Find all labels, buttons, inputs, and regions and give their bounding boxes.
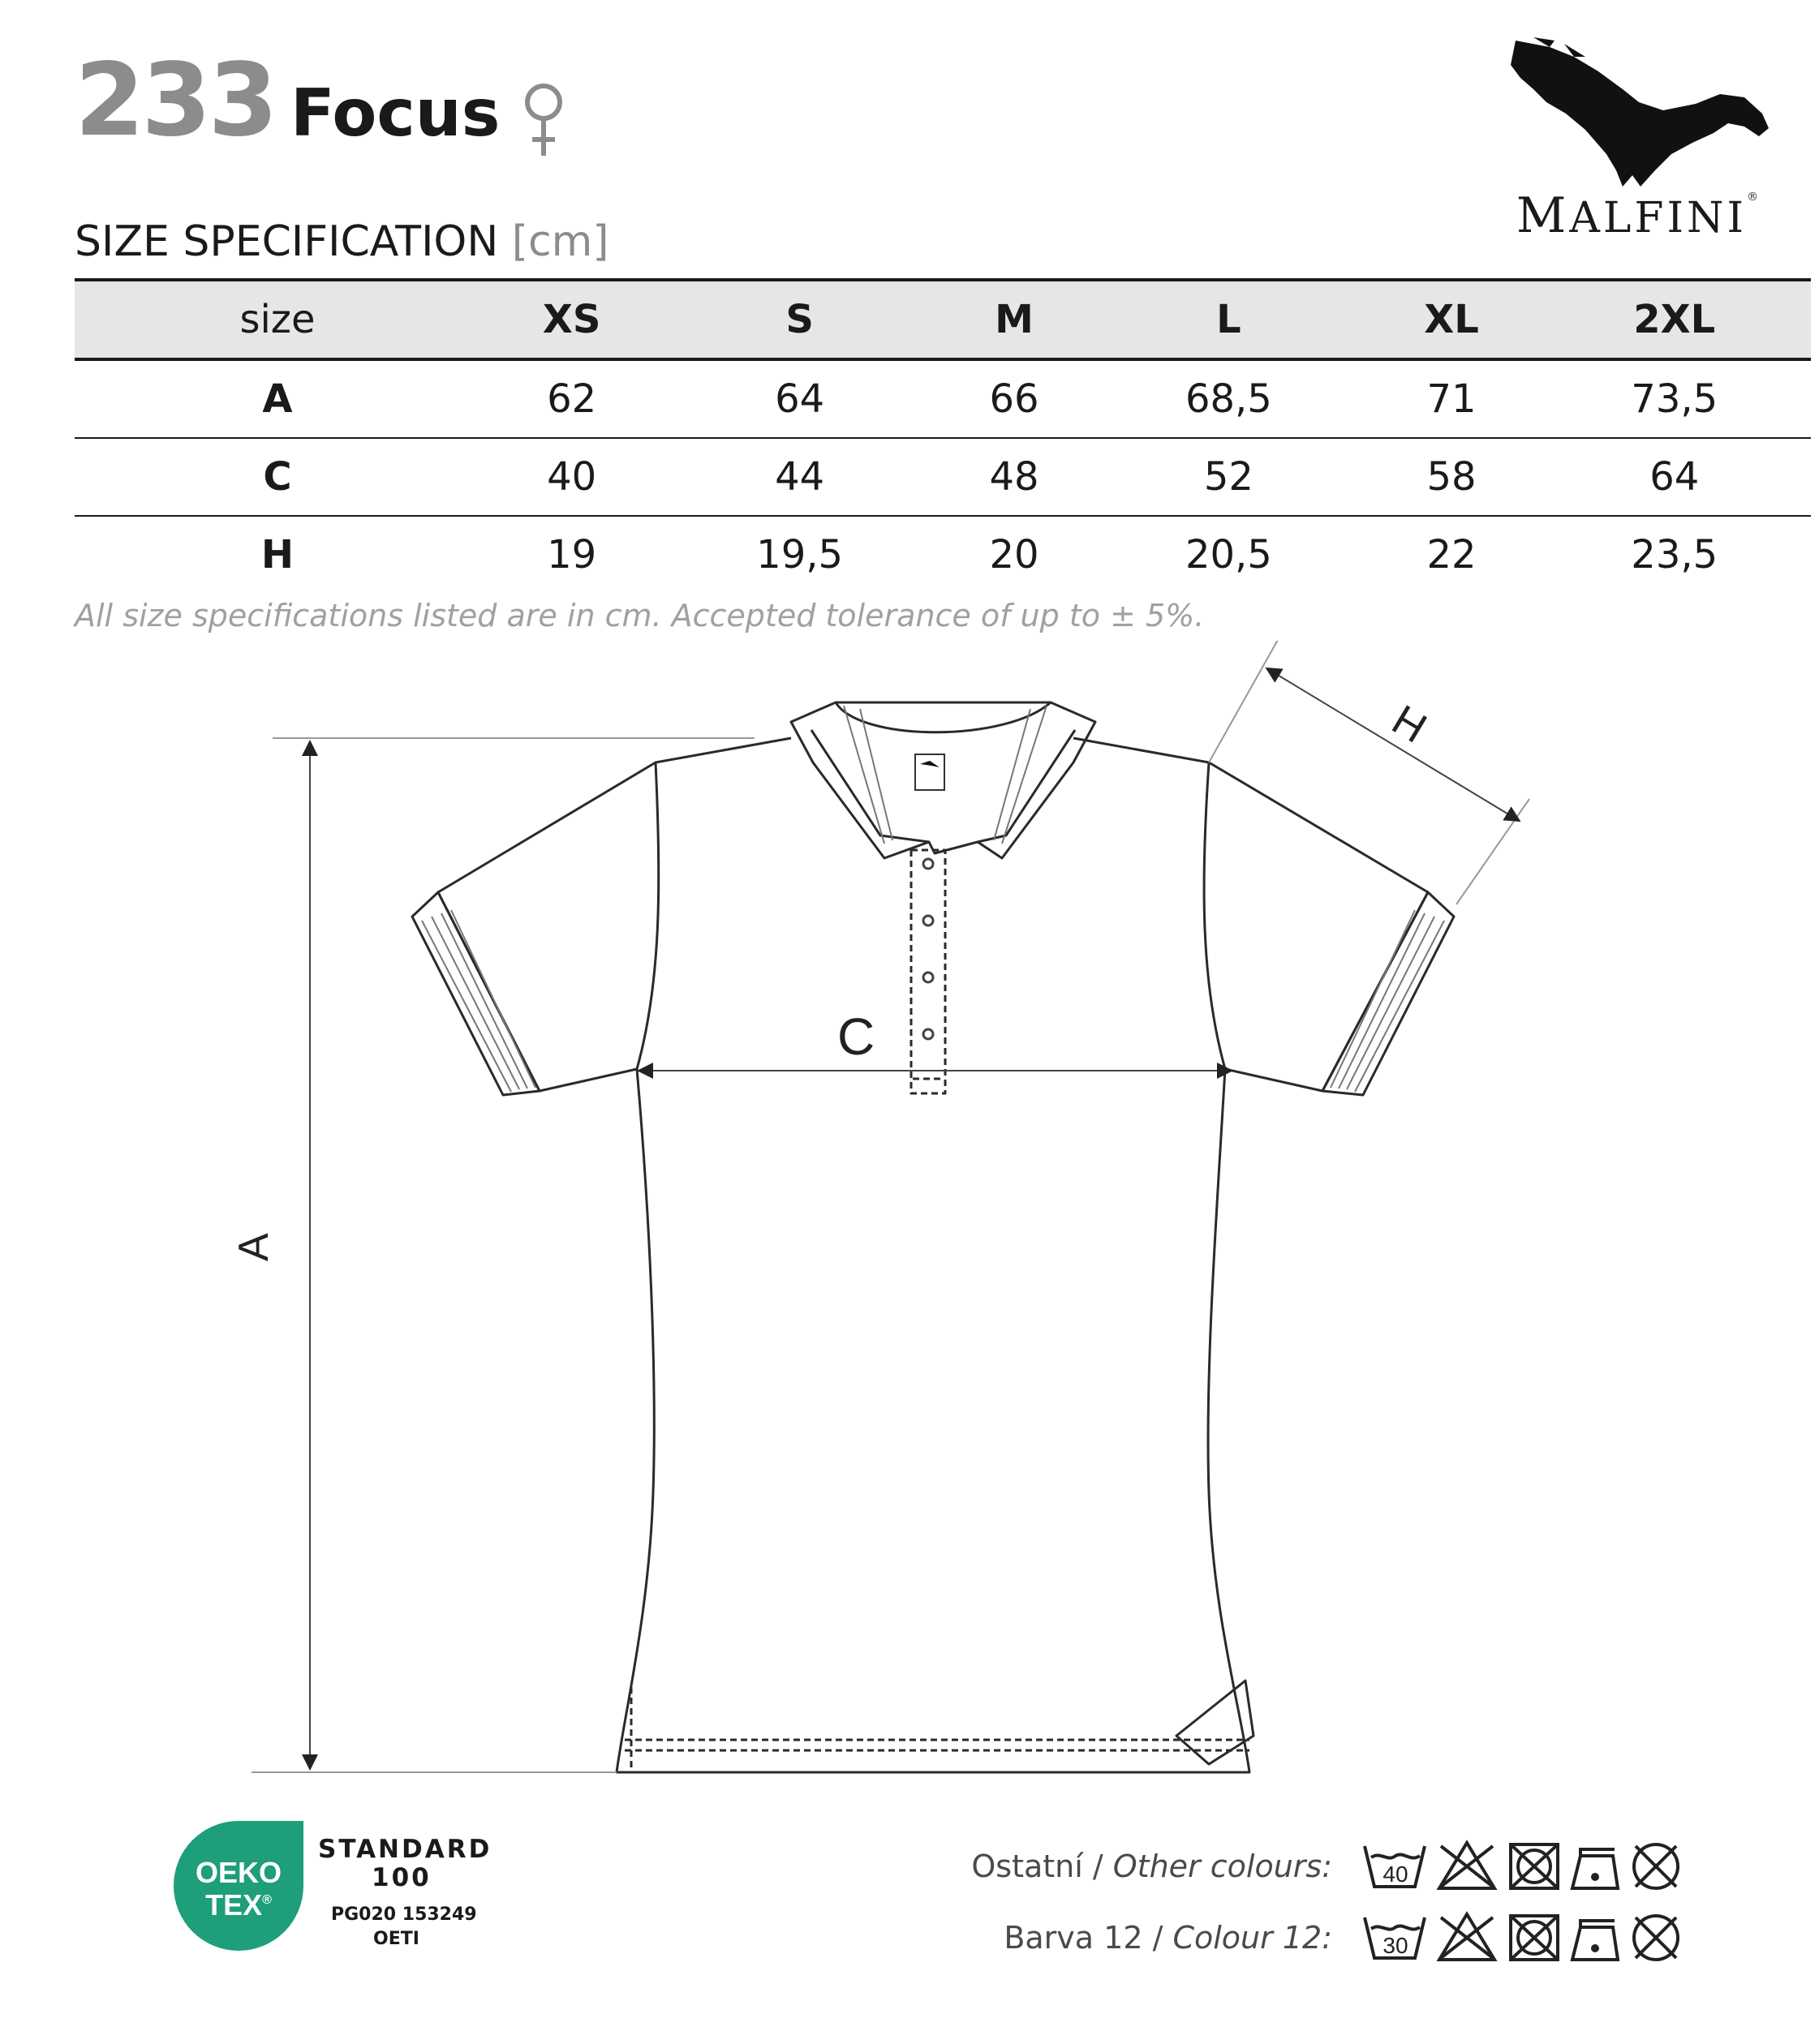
eagle-logo-icon (1501, 32, 1777, 195)
no-bleach-icon (1439, 1843, 1494, 1888)
oeko-number: 100 (372, 1863, 432, 1892)
size-header-cell: XS (542, 297, 601, 342)
tolerance-note: All size specifications listed are in cm. Accepted tolerance of up to ± 5%. (75, 598, 1205, 633)
button (923, 1029, 933, 1039)
table-cell: 20 (989, 532, 1039, 578)
table-cell: 19,5 (756, 532, 844, 578)
table-cell: 73,5 (1631, 376, 1718, 422)
svg-text:OEKO: OEKO (195, 1856, 282, 1889)
female-icon (519, 81, 568, 159)
measure-label-c: C (837, 1007, 875, 1066)
iron-icon (1572, 1921, 1618, 1960)
care-label-other: Ostatní / Other colours: (971, 1849, 1332, 1884)
iron-icon (1572, 1849, 1618, 1888)
size-header-cell: 2XL (1633, 297, 1716, 342)
button (923, 859, 933, 869)
table-cell: 44 (775, 454, 825, 500)
table-row (75, 438, 1811, 516)
table-cell: 58 (1426, 454, 1477, 500)
table-cell: 66 (989, 376, 1039, 422)
table-cell: 52 (1203, 454, 1254, 500)
row-label: C (263, 454, 292, 500)
size-header-label: size (239, 297, 316, 342)
measure-label-a: A (230, 1233, 277, 1261)
svg-text:40: 40 (1383, 1862, 1408, 1887)
table-cell: 48 (989, 454, 1039, 500)
table-cell: 62 (547, 376, 597, 422)
oeko-tex-badge (174, 1821, 303, 1951)
spec-title-text: SIZE SPECIFICATION (75, 217, 499, 266)
size-table (75, 278, 1811, 593)
polo-shirt-diagram (0, 641, 1819, 1809)
table-cell: 23,5 (1631, 532, 1718, 578)
table-cell: 40 (547, 454, 597, 500)
measure-label-h: H (1383, 696, 1434, 753)
table-row (75, 359, 1811, 438)
brand-name: MALFINI® (1516, 187, 1762, 244)
row-label: A (262, 376, 293, 422)
svg-text:TEX®: TEX® (205, 1888, 272, 1922)
no-bleach-icon (1439, 1914, 1494, 1960)
care-icons-other (1360, 1838, 1725, 1895)
table-cell: 19 (547, 532, 597, 578)
care-label-colour12: Barva 12 / Colour 12: (1004, 1920, 1332, 1956)
button (923, 973, 933, 982)
oeko-code: PG020 153249 (331, 1904, 477, 1925)
product-name: Focus (290, 75, 501, 151)
size-header-cell: S (785, 297, 814, 342)
button (923, 916, 933, 925)
size-header-cell: L (1216, 297, 1241, 342)
measure-line-h (1272, 672, 1514, 818)
size-header-row (75, 280, 1811, 359)
oeko-standard: STANDARD (318, 1835, 492, 1864)
table-cell: 22 (1426, 532, 1477, 578)
oeko-institute: OETI (373, 1929, 419, 1949)
table-cell: 71 (1426, 376, 1477, 422)
spec-unit: [cm] (511, 217, 609, 266)
neck-label (915, 754, 944, 790)
svg-text:30: 30 (1383, 1933, 1408, 1958)
table-row (75, 516, 1811, 593)
product-number: 233 (75, 42, 275, 159)
size-header-cell: M (995, 297, 1034, 342)
table-cell: 68,5 (1185, 376, 1272, 422)
care-icons-colour12 (1360, 1909, 1725, 1966)
shirt-body-outline (438, 738, 1428, 1772)
table-cell: 20,5 (1185, 532, 1272, 578)
row-label: H (260, 532, 295, 578)
table-cell: 64 (775, 376, 825, 422)
size-header-cell: XL (1424, 297, 1479, 342)
spec-title (75, 217, 609, 266)
table-cell: 64 (1649, 454, 1700, 500)
